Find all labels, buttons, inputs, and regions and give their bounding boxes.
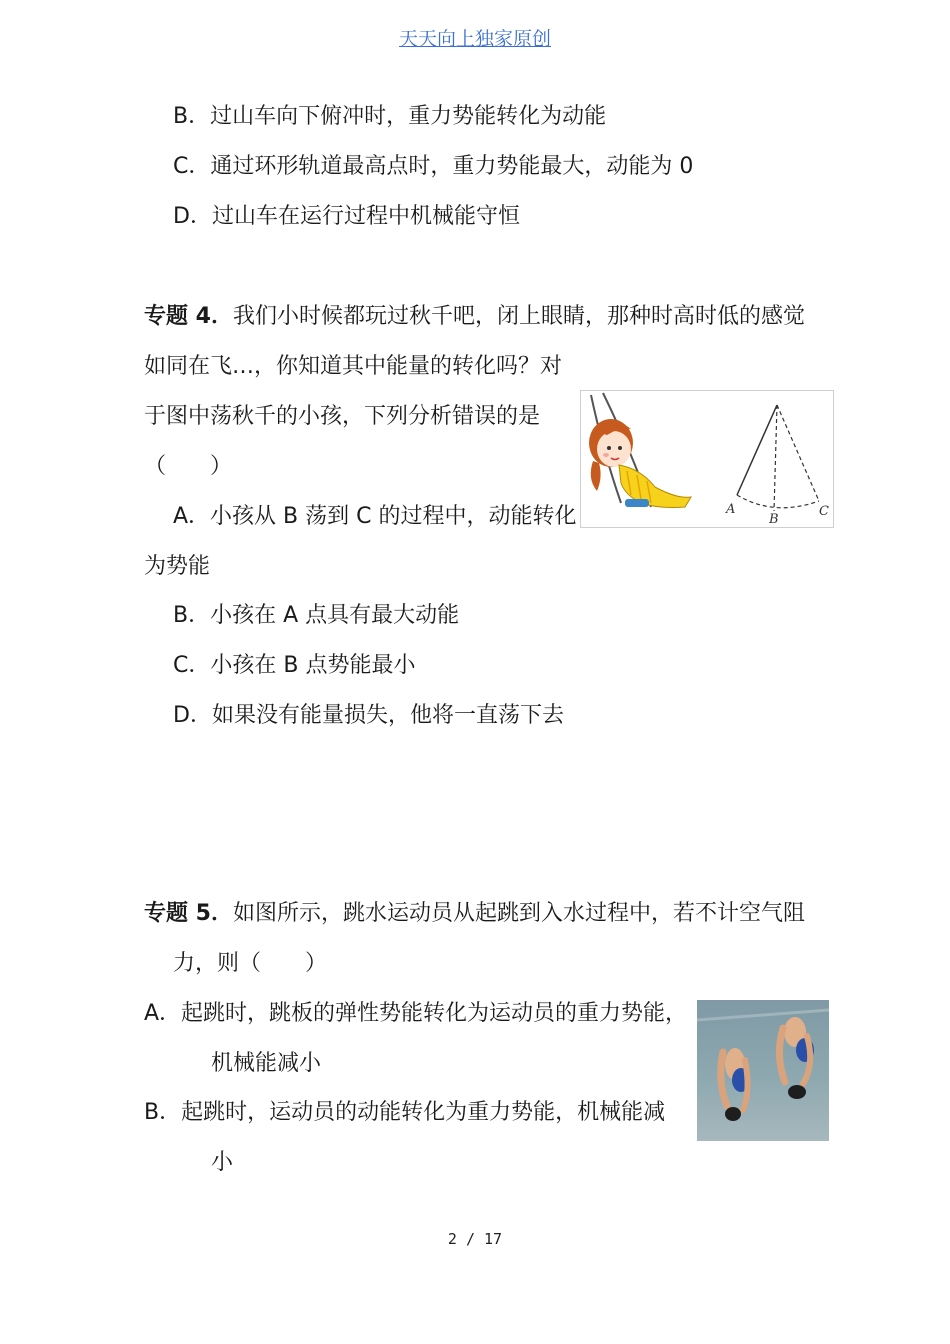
diver-left (721, 1048, 750, 1121)
point-c-label: C (819, 504, 829, 519)
q5-option-b-2: 小 (211, 1150, 234, 1175)
swing-illustration (581, 391, 833, 527)
pendulum-line-a (737, 405, 777, 495)
point-a-label: A (726, 502, 736, 517)
q4-answer-blank: （ ） (144, 454, 233, 479)
q5-option-a-1: A．起跳时，跳板的弹性势能转化为运动员的重力势能， (144, 1001, 688, 1026)
q4-label: 专题 4． (144, 304, 233, 329)
q4-line-1 (144, 302, 805, 332)
swing-figure (580, 390, 834, 528)
q4-stem-2: 如同在飞…，你知道其中能量的转化吗？对 (144, 354, 563, 379)
q4-option-d: D．如果没有能量损失，他将一直荡下去 (173, 703, 564, 728)
q5-option-b-1: B．起跳时，运动员的动能转化为重力势能，机械能减 (144, 1100, 666, 1125)
q3-option-c: C．通过环形轨道最高点时，重力势能最大，动能为 0 (173, 154, 694, 179)
q4-stem-1: 我们小时候都玩过秋千吧，闭上眼睛，那种时高时低的感觉 (232, 304, 805, 329)
diver-illustration (697, 1000, 829, 1141)
q5-stem-2: 力，则（ ） (173, 951, 328, 976)
pendulum-line-b (774, 405, 777, 511)
q5-label: 专题 5． (144, 901, 233, 926)
pendulum-line-c (777, 405, 819, 501)
q5-stem-1: 如图所示，跳水运动员从起跳到入水过程中，若不计空气阻 (232, 901, 805, 926)
q4-option-a-1: A．小孩从 B 荡到 C 的过程中，动能转化 (173, 504, 577, 529)
document-header: 天天向上独家原创 (398, 28, 551, 50)
q3-option-b: B．过山车向下俯冲时，重力势能转化为动能 (173, 104, 607, 129)
q3-option-d: D．过山车在运行过程中机械能守恒 (173, 204, 520, 229)
point-b-label: B (769, 512, 779, 527)
diver-right (779, 1017, 814, 1099)
q5-line-1 (144, 899, 805, 929)
q4-stem-3: 于图中荡秋千的小孩，下列分析错误的是 (144, 404, 541, 429)
pendulum-arc (737, 495, 819, 508)
q4-option-a-2: 为势能 (144, 554, 211, 579)
page-number: 2 / 17 (447, 1230, 503, 1248)
q4-option-c: C．小孩在 B 点势能最小 (173, 653, 416, 678)
girl-on-swing (589, 419, 691, 508)
diver-photo (697, 1000, 829, 1141)
q4-option-b: B．小孩在 A 点具有最大动能 (173, 603, 460, 628)
pendulum-diagram (725, 405, 829, 527)
q5-option-a-2: 机械能减小 (211, 1051, 322, 1076)
